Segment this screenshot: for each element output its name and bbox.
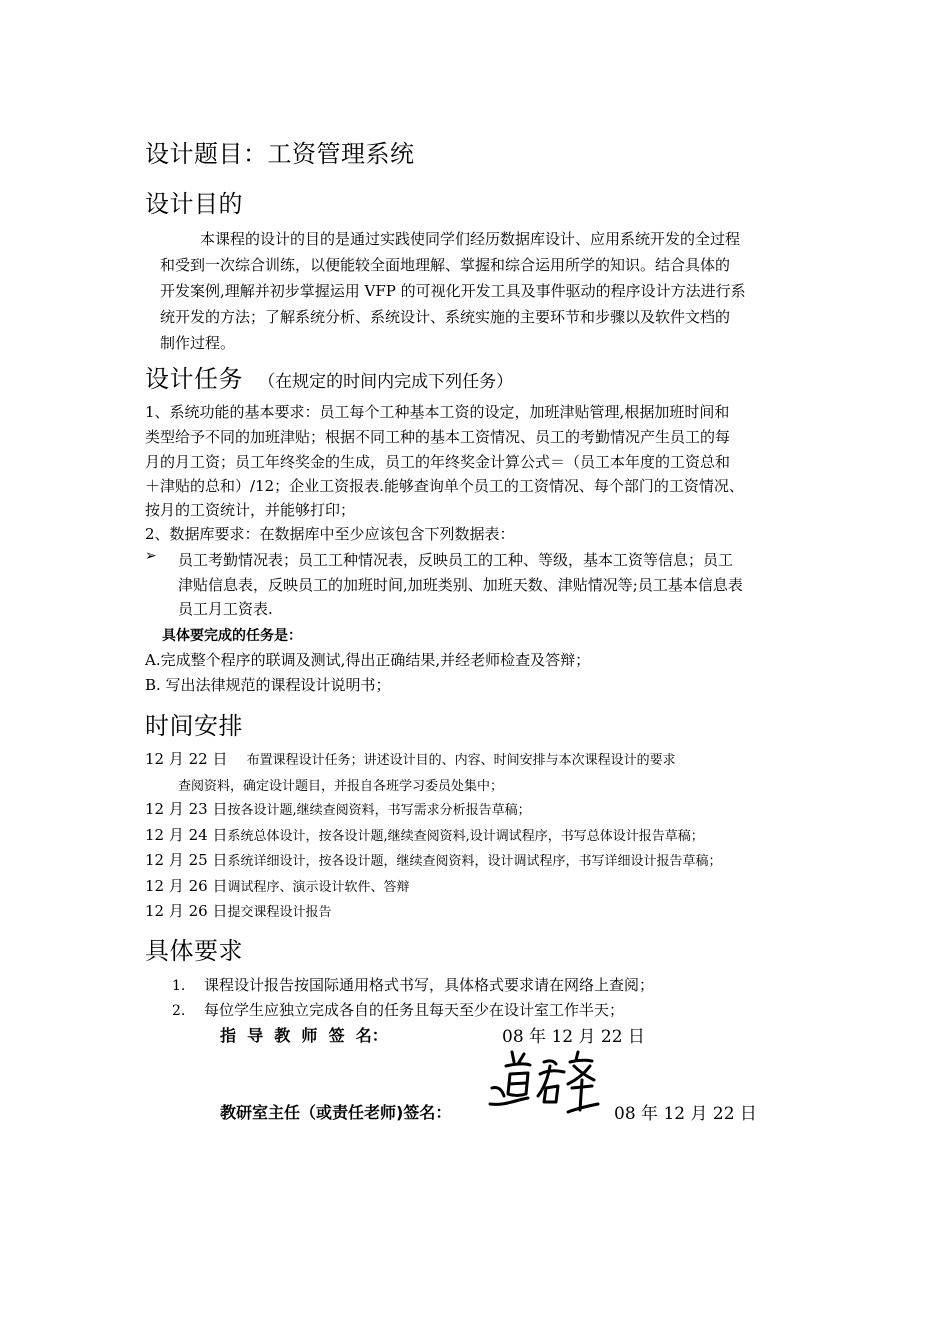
task1-line: ＋津贴的总和）/12；企业工资报表.能够查询单个员工的工资情况、每个部门的工资情况、	[145, 477, 744, 495]
requirement-item	[172, 999, 624, 1020]
schedule-row	[145, 824, 704, 845]
bullet-arrow-icon: ➢	[145, 548, 157, 564]
schedule-text: 查阅资料，确定设计题目，并报自各班学习委员处集中；	[178, 779, 504, 794]
schedule-row	[145, 849, 722, 870]
tasks-heading-row	[145, 359, 513, 394]
requirement-number: 2.	[172, 1003, 186, 1019]
task2-line: 2、数据库要求：在数据库中至少应该包含下列数据表：	[145, 525, 515, 543]
schedule-text: 调试程序、演示设计软件、答辩	[227, 880, 410, 895]
schedule-text: 布置课程设计任务；讲述设计目的、内容、时间安排与本次课程设计的要求	[246, 753, 676, 768]
task1-line: 按月的工资统计，并能够打印；	[145, 501, 356, 519]
document-title: 设计题目：工资管理系统	[145, 140, 415, 168]
requirement-item	[172, 974, 654, 995]
handwritten-signature	[484, 1044, 604, 1128]
task-a: A.完成整个程序的联调及测试,得出正确结果,并经老师检查及答辩；	[145, 651, 591, 669]
bullet-line: 员工考勤情况表；员工工种情况表，反映员工的工种、等级，基本工资等信息；员工	[178, 551, 734, 569]
bullet-line: 员工月工资表.	[178, 600, 273, 618]
purpose-line: 制作过程。	[160, 334, 236, 352]
director-signature-date: 08 年 12 月 22 日	[614, 1104, 757, 1124]
purpose-line: 和受到一次综合训练，以便能较全面地理解、掌握和综合运用所学的知识。结合具体的	[160, 256, 731, 274]
director-signature-label: 教研室主任（或责任老师)签名：	[220, 1103, 452, 1122]
schedule-date: 12 月 23 日	[145, 800, 228, 818]
schedule-row	[145, 900, 332, 921]
teacher-signature-date: 08 年 12 月 22 日	[502, 1027, 645, 1047]
purpose-line: 统开发的方法；了解系统分析、系统设计、系统实施的主要环节和步骤以及软件文档的	[160, 308, 731, 326]
schedule-date: 12 月 25 日	[145, 851, 228, 869]
purpose-line: 本课程的设计的目的是通过实践使同学们经历数据库设计、应用系统开发的全过程	[200, 230, 741, 248]
purpose-line: 开发案例,理解并初步掌握运用 VFP 的可视化开发工具及事件驱动的程序设计方法进行系	[160, 282, 746, 300]
tasks-heading: 设计任务	[145, 365, 243, 393]
schedule-heading: 时间安排	[145, 712, 243, 740]
schedule-date: 12 月 26 日	[145, 902, 228, 920]
schedule-date: 12 月 22 日	[145, 750, 228, 768]
schedule-date: 12 月 26 日	[145, 877, 228, 895]
tasks-note: （在规定的时间内完成下列任务）	[258, 372, 514, 392]
schedule-row	[145, 875, 410, 896]
task1-line: 月的月工资；员工年终奖金的生成，员工的年终奖金计算公式＝（员工本年度的工资总和	[145, 453, 731, 471]
specific-tasks-label: 具体要完成的任务是：	[162, 628, 302, 644]
bullet-line: 津贴信息表，反映员工的加班时间,加班类别、加班天数、津贴情况等;员工基本信息表	[178, 576, 743, 594]
schedule-row	[145, 748, 676, 769]
task-b: B. 写出法律规范的课程设计说明书；	[145, 676, 391, 694]
schedule-text: 按各设计题,继续查阅资料，书写需求分析报告草稿；	[227, 803, 531, 818]
requirement-text: 每位学生应独立完成各自的任务且每天至少在设计室工作半天；	[204, 1001, 625, 1019]
schedule-text: 提交课程设计报告	[227, 905, 332, 920]
task1-line: 类型给予不同的加班津贴；根据不同工种的基本工资情况、员工的考勤情况产生员工的每	[145, 428, 731, 446]
schedule-text: 系统详细设计，按各设计题，继续查阅资料，设计调试程序，书写详细设计报告草稿；	[227, 854, 722, 869]
schedule-date: 12 月 24 日	[145, 826, 228, 844]
requirement-number: 1.	[172, 978, 186, 994]
schedule-row	[145, 798, 531, 819]
purpose-heading: 设计目的	[145, 190, 243, 218]
requirement-text: 课程设计报告按国际通用格式书写，具体格式要求请在网络上查阅；	[204, 976, 655, 994]
teacher-signature-label: 指 导 教 师 签 名：	[220, 1026, 388, 1045]
schedule-text: 系统总体设计，按各设计题,继续查阅资料,设计调试程序，书写总体设计报告草稿；	[227, 829, 704, 844]
task1-line: 1、系统功能的基本要求：员工每个工种基本工资的设定，加班津贴管理,根据加班时间和	[145, 403, 730, 421]
requirements-heading: 具体要求	[145, 937, 243, 965]
